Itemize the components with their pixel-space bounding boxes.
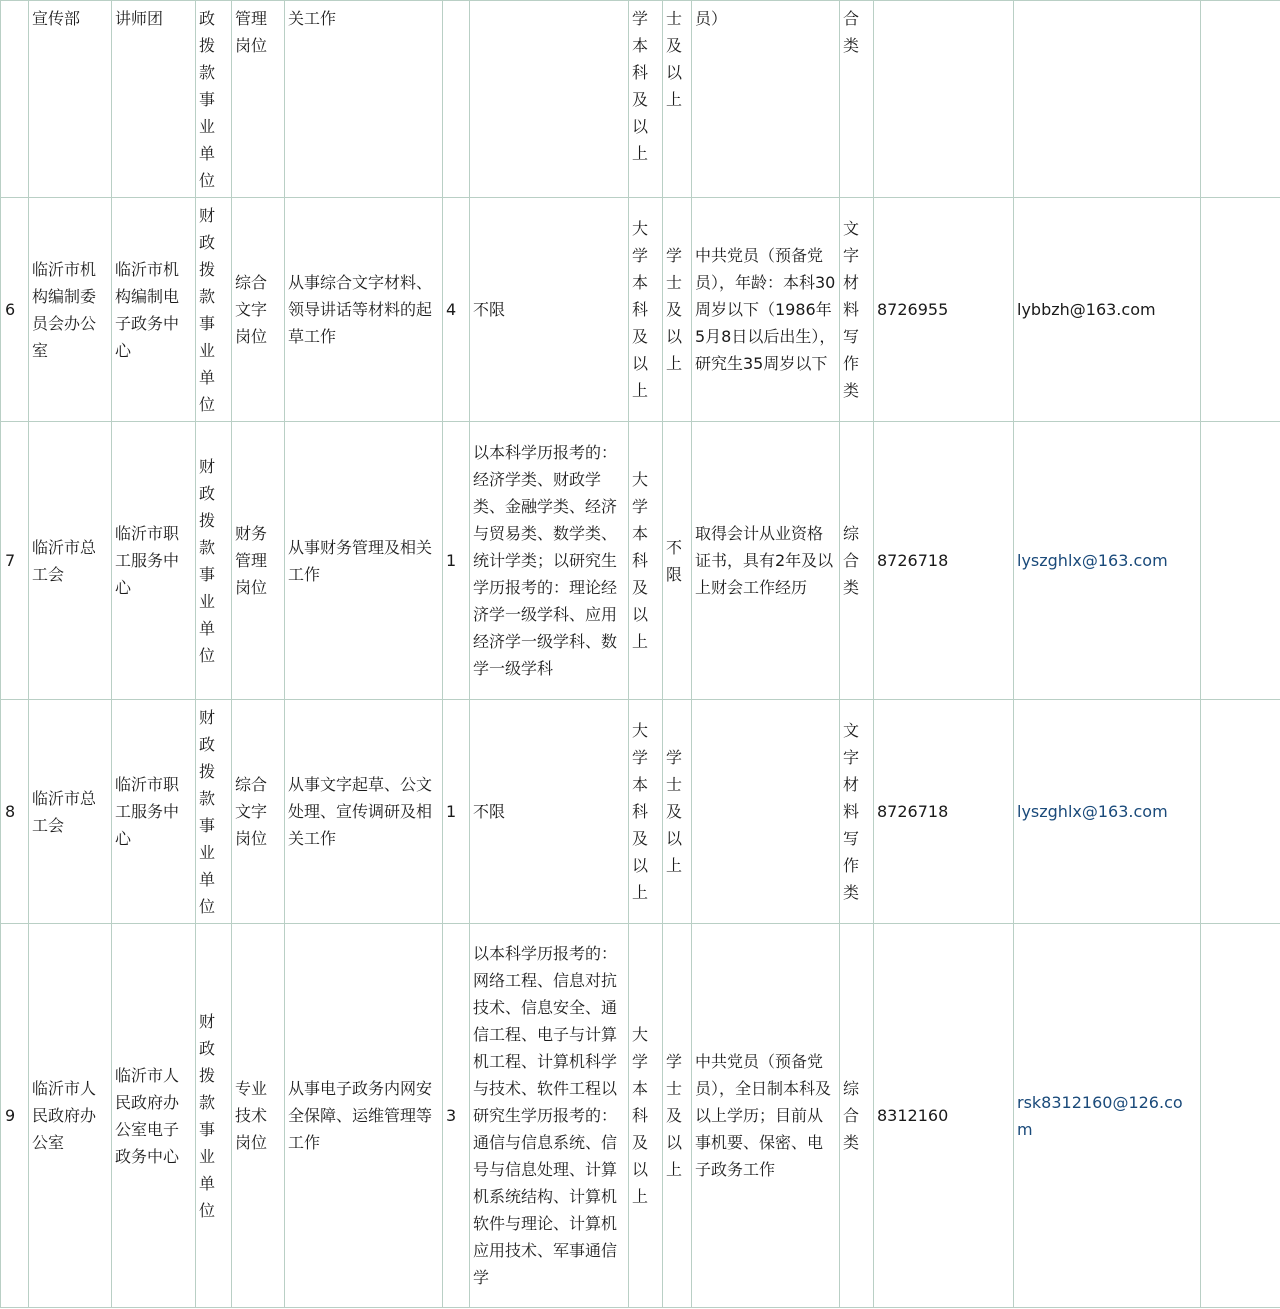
remarks-cell [1201, 1, 1280, 198]
other-requirements-cell [692, 700, 840, 924]
exam-type-cell: 文字材料写作类 [840, 198, 874, 422]
major-cell: 以本科学历报考的：网络工程、信息对抗技术、信息安全、通信工程、电子与计算机工程、计算机科学与技术、软件工程以研究生学历报考的：通信与信息系统、信号与信息处理、计算机系统结构、计算机软件与理论、计算机应用技术、军事通信学 [470, 924, 629, 1308]
remarks-cell [1201, 422, 1280, 700]
degree-cell: 士及以上 [663, 1, 692, 198]
unit-type-cell: 政拨款事业单位 [196, 1, 232, 198]
education-cell: 大学本科及以上 [629, 198, 663, 422]
phone-cell: 8726955 [874, 198, 1014, 422]
row-index: 6 [1, 198, 29, 422]
other-requirements-cell: 取得会计从业资格证书，具有2年及以上财会工作经历 [692, 422, 840, 700]
major-cell [470, 1, 629, 198]
major-cell: 不限 [470, 198, 629, 422]
major-cell: 以本科学历报考的：经济学类、财政学类、金融学类、经济与贸易类、数学类、统计学类；以研究生学历报考的：理论经济学一级学科、应用经济学一级学科、数学一级学科 [470, 422, 629, 700]
department-cell: 临沂市总工会 [29, 700, 112, 924]
unit-type-cell: 财政拨款事业单位 [196, 924, 232, 1308]
row-index: 8 [1, 700, 29, 924]
duties-cell: 从事综合文字材料、领导讲话等材料的起草工作 [285, 198, 443, 422]
other-requirements-cell: 中共党员（预备党员），全日制本科及以上学历；目前从事机要、保密、电子政务工作 [692, 924, 840, 1308]
row-index: 7 [1, 422, 29, 700]
table-row [1, 422, 1280, 700]
exam-type-cell: 合类 [840, 1, 874, 198]
row-index: 9 [1, 924, 29, 1308]
unit-cell: 临沂市职工服务中心 [112, 700, 196, 924]
duties-cell: 从事文字起草、公文处理、宣传调研及相关工作 [285, 700, 443, 924]
email-cell[interactable]: rsk8312160@126.com [1014, 924, 1201, 1308]
unit-type-cell: 财政拨款事业单位 [196, 198, 232, 422]
education-cell: 大学本科及以上 [629, 422, 663, 700]
table-row [1, 1, 1280, 198]
position-cell: 管理岗位 [232, 1, 285, 198]
degree-cell: 学士及以上 [663, 700, 692, 924]
table-row [1, 198, 1280, 422]
unit-type-cell: 财政拨款事业单位 [196, 700, 232, 924]
department-cell: 宣传部 [29, 1, 112, 198]
unit-cell: 临沂市职工服务中心 [112, 422, 196, 700]
row-index [1, 1, 29, 198]
degree-cell: 学士及以上 [663, 198, 692, 422]
exam-type-cell: 文字材料写作类 [840, 700, 874, 924]
degree-cell: 学士及以上 [663, 924, 692, 1308]
count-cell: 3 [443, 924, 470, 1308]
position-cell: 专业技术岗位 [232, 924, 285, 1308]
major-cell: 不限 [470, 700, 629, 924]
remarks-cell [1201, 700, 1280, 924]
education-cell: 学本科及以上 [629, 1, 663, 198]
duties-cell: 从事财务管理及相关工作 [285, 422, 443, 700]
phone-cell: 8726718 [874, 422, 1014, 700]
exam-type-cell: 综合类 [840, 924, 874, 1308]
table-row [1, 924, 1280, 1308]
phone-cell [874, 1, 1014, 198]
education-cell: 大学本科及以上 [629, 924, 663, 1308]
unit-type-cell: 财政拨款事业单位 [196, 422, 232, 700]
department-cell: 临沂市人民政府办公室 [29, 924, 112, 1308]
phone-cell: 8312160 [874, 924, 1014, 1308]
count-cell: 1 [443, 700, 470, 924]
other-requirements-cell: 中共党员（预备党员），年龄：本科30周岁以下（1986年5月8日以后出生），研究生35周岁以下 [692, 198, 840, 422]
duties-cell: 关工作 [285, 1, 443, 198]
count-cell: 1 [443, 422, 470, 700]
department-cell: 临沂市总工会 [29, 422, 112, 700]
count-cell [443, 1, 470, 198]
email-cell[interactable]: lyszghlx@163.com [1014, 700, 1201, 924]
email-cell[interactable]: lybbzh@163.com [1014, 198, 1201, 422]
remarks-cell [1201, 924, 1280, 1308]
position-cell: 综合文字岗位 [232, 198, 285, 422]
count-cell: 4 [443, 198, 470, 422]
email-cell[interactable] [1014, 1, 1201, 198]
exam-type-cell: 综合类 [840, 422, 874, 700]
education-cell: 大学本科及以上 [629, 700, 663, 924]
email-cell[interactable]: lyszghlx@163.com [1014, 422, 1201, 700]
degree-cell: 不限 [663, 422, 692, 700]
table-row [1, 700, 1280, 924]
duties-cell: 从事电子政务内网安全保障、运维管理等工作 [285, 924, 443, 1308]
unit-cell: 讲师团 [112, 1, 196, 198]
position-cell: 财务管理岗位 [232, 422, 285, 700]
unit-cell: 临沂市机构编制电子政务中心 [112, 198, 196, 422]
position-cell: 综合文字岗位 [232, 700, 285, 924]
other-requirements-cell: 员） [692, 1, 840, 198]
remarks-cell [1201, 198, 1280, 422]
unit-cell: 临沂市人民政府办公室电子政务中心 [112, 924, 196, 1308]
phone-cell: 8726718 [874, 700, 1014, 924]
department-cell: 临沂市机构编制委员会办公室 [29, 198, 112, 422]
